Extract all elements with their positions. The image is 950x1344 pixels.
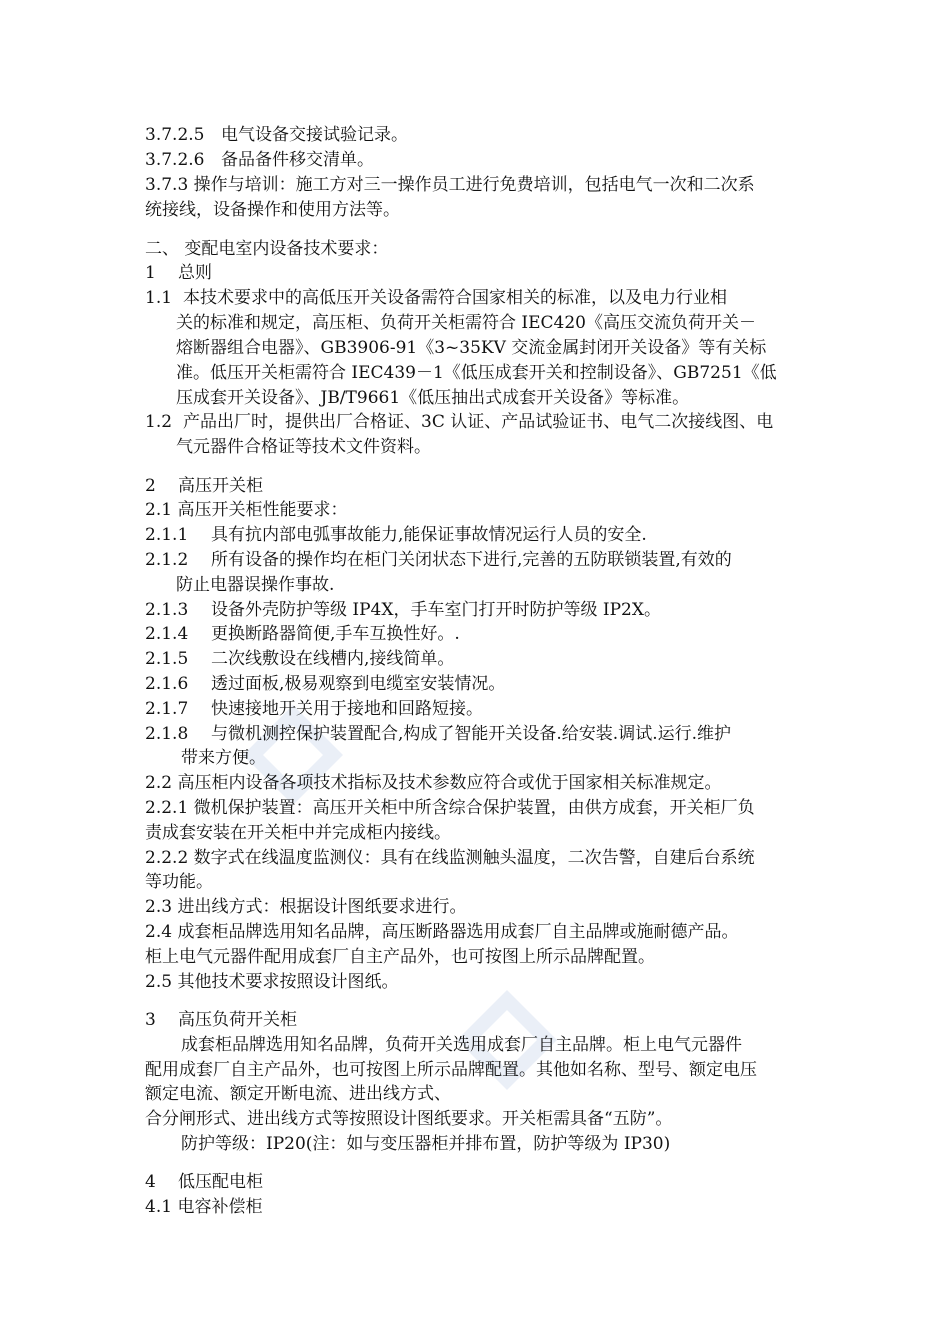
text-line bbox=[176, 311, 808, 336]
paragraph-text: 熔断器组合电器》、GB3906-91《3~35KV 交流金属封闭开关设备》等有关标 bbox=[176, 338, 767, 358]
clause-text: 高压开关柜 bbox=[178, 476, 263, 496]
text-line bbox=[145, 672, 808, 697]
paragraph-text: 关的标准和规定，高压柜、负荷开关柜需符合 IEC420《高压交流负荷开关－ bbox=[176, 313, 756, 333]
text-line bbox=[145, 796, 808, 821]
paragraph-text: 配用成套厂自主产品外，也可按图上所示品牌配置。其他如名称、型号、额定电压 bbox=[145, 1060, 757, 1080]
text-line bbox=[145, 1107, 808, 1132]
clause-text: 本技术要求中的高低压开关设备需符合国家相关的标准，以及电力行业相 bbox=[183, 288, 727, 308]
text-line bbox=[145, 870, 808, 895]
clause-number: 4 bbox=[145, 1172, 156, 1192]
paragraph-text: 带来方便。 bbox=[181, 748, 266, 768]
clause-number: 3 bbox=[145, 1010, 156, 1030]
paragraph-text: 4.1 电容补偿柜 bbox=[145, 1197, 263, 1217]
paragraph-text: 2.2.1 微机保护装置：高压开关柜中所含综合保护装置，由供方成套，开关柜厂负 bbox=[145, 798, 755, 818]
paragraph-text: 防止电器误操作事故. bbox=[176, 575, 335, 595]
section-heading bbox=[145, 474, 808, 499]
clause-text: 设备外壳防护等级 IP4X，手车室门打开时防护等级 IP2X。 bbox=[211, 600, 661, 620]
paragraph-text: 统接线，设备操作和使用方法等。 bbox=[145, 200, 400, 220]
paragraph-text: 2.5 其他技术要求按照设计图纸。 bbox=[145, 972, 399, 992]
text-line bbox=[145, 647, 808, 672]
clause-text: 电气设备交接试验记录。 bbox=[221, 125, 408, 145]
clause-number: 1 bbox=[145, 263, 156, 283]
clause-text: 低压配电柜 bbox=[178, 1172, 263, 1192]
text-line bbox=[145, 548, 808, 573]
text-line bbox=[145, 286, 808, 311]
clause-text: 快速接地开关用于接地和回路短接。 bbox=[211, 699, 483, 719]
clause-text: 所有设备的操作均在柜门关闭状态下进行,完善的五防联锁装置,有效的 bbox=[211, 550, 732, 570]
clause-number: 2.1.8 bbox=[145, 724, 189, 744]
text-line bbox=[145, 895, 808, 920]
text-line bbox=[145, 1058, 808, 1083]
section-heading bbox=[145, 1170, 808, 1195]
paragraph-text: 等功能。 bbox=[145, 872, 213, 892]
clause-number: 2.1.7 bbox=[145, 699, 189, 719]
clause-text: 与微机测控保护装置配合,构成了智能开关设备.给安装.调试.运行.维护 bbox=[211, 724, 732, 744]
text-line bbox=[176, 435, 808, 460]
paragraph-text: 2.2.2 数字式在线温度监测仪：具有在线监测触头温度，二次告警，自建后台系统 bbox=[145, 848, 755, 868]
clause-text: 产品出厂时，提供出厂合格证、3C 认证、产品试验证书、电气二次接线图、电 bbox=[183, 412, 774, 432]
paragraph-text: 合分闸形式、进出线方式等按照设计图纸要求。开关柜需具备“五防”。 bbox=[145, 1109, 673, 1129]
paragraph-text: 气元器件合格证等技术文件资料。 bbox=[176, 437, 431, 457]
text-line bbox=[145, 697, 808, 722]
text-line bbox=[176, 386, 808, 411]
text-line bbox=[145, 148, 808, 173]
text-line bbox=[145, 410, 808, 435]
clause-number: 1.1 bbox=[145, 288, 173, 308]
text-line bbox=[145, 970, 808, 995]
text-line bbox=[145, 1082, 808, 1107]
text-line bbox=[145, 920, 808, 945]
section-heading: 二、 变配电室内设备技术要求： bbox=[145, 239, 389, 259]
text-line bbox=[181, 746, 808, 771]
clause-text: 高压负荷开关柜 bbox=[178, 1010, 297, 1030]
text-line bbox=[145, 622, 808, 647]
clause-number: 2.1.6 bbox=[145, 674, 189, 694]
text-line bbox=[145, 846, 808, 871]
text-line bbox=[145, 498, 808, 523]
text-line bbox=[145, 771, 808, 796]
clause-text: 更换断路器简便,手车互换性好。. bbox=[211, 624, 460, 644]
section-heading bbox=[145, 1008, 808, 1033]
text-line bbox=[181, 1132, 808, 1157]
text-line bbox=[145, 123, 808, 148]
paragraph-text: 2.4 成套柜品牌选用知名品牌，高压断路器选用成套厂自主品牌或施耐德产品。 bbox=[145, 922, 739, 942]
paragraph-text: 额定电流、额定开断电流、进出线方式、 bbox=[145, 1084, 451, 1104]
paragraph-text: 2.1 高压开关柜性能要求： bbox=[145, 500, 348, 520]
text-line bbox=[145, 598, 808, 623]
clause-number: 2.1.1 bbox=[145, 525, 189, 545]
text-line bbox=[176, 361, 808, 386]
paragraph-text: 防护等级：IP20(注：如与变压器柜并排布置，防护等级为 IP30) bbox=[181, 1134, 671, 1154]
text-line bbox=[145, 945, 808, 970]
text-line bbox=[145, 722, 808, 747]
clause-text: 备品备件移交清单。 bbox=[221, 150, 374, 170]
text-line bbox=[145, 523, 808, 548]
paragraph-text: 责成套安装在开关柜中并完成柜内接线。 bbox=[145, 823, 451, 843]
clause-text: 总则 bbox=[178, 263, 212, 283]
section-heading bbox=[145, 261, 808, 286]
clause-text: 具有抗内部电弧事故能力,能保证事故情况运行人员的安全. bbox=[211, 525, 647, 545]
paragraph-text: 2.2 高压柜内设备各项技术指标及技术参数应符合或优于国家相关标准规定。 bbox=[145, 773, 722, 793]
paragraph-text: 压成套开关设备》、JB/T9661《低压抽出式成套开关设备》等标准。 bbox=[176, 388, 690, 408]
clause-number: 1.2 bbox=[145, 412, 173, 432]
paragraph-text: 柜上电气元器件配用成套厂自主产品外，也可按图上所示品牌配置。 bbox=[145, 947, 655, 967]
clause-number: 2.1.4 bbox=[145, 624, 189, 644]
text-line bbox=[176, 573, 808, 598]
text-line bbox=[145, 1195, 808, 1220]
text-line bbox=[181, 1033, 808, 1058]
text-line bbox=[145, 173, 808, 198]
paragraph-text: 准。低压开关柜需符合 IEC439－1《低压成套开关和控制设备》、GB7251《低 bbox=[176, 363, 777, 383]
clause-text: 透过面板,极易观察到电缆室安装情况。 bbox=[211, 674, 506, 694]
clause-number: 2.1.2 bbox=[145, 550, 189, 570]
clause-number: 2.1.5 bbox=[145, 649, 189, 669]
clause-text: 二次线敷设在线槽内,接线简单。 bbox=[211, 649, 455, 669]
paragraph-text: 成套柜品牌选用知名品牌，负荷开关选用成套厂自主品牌。柜上电气元器件 bbox=[181, 1035, 742, 1055]
clause-number: 2 bbox=[145, 476, 156, 496]
clause-number: 3.7.2.5 bbox=[145, 125, 205, 145]
text-line bbox=[145, 821, 808, 846]
text-line bbox=[176, 336, 808, 361]
clause-number: 3.7.2.6 bbox=[145, 150, 205, 170]
paragraph-text: 2.3 进出线方式：根据设计图纸要求进行。 bbox=[145, 897, 467, 917]
clause-number: 2.1.3 bbox=[145, 600, 189, 620]
text-line bbox=[145, 198, 808, 223]
paragraph-text: 3.7.3 操作与培训：施工方对三一操作员工进行免费培训，包括电气一次和二次系 bbox=[145, 175, 755, 195]
